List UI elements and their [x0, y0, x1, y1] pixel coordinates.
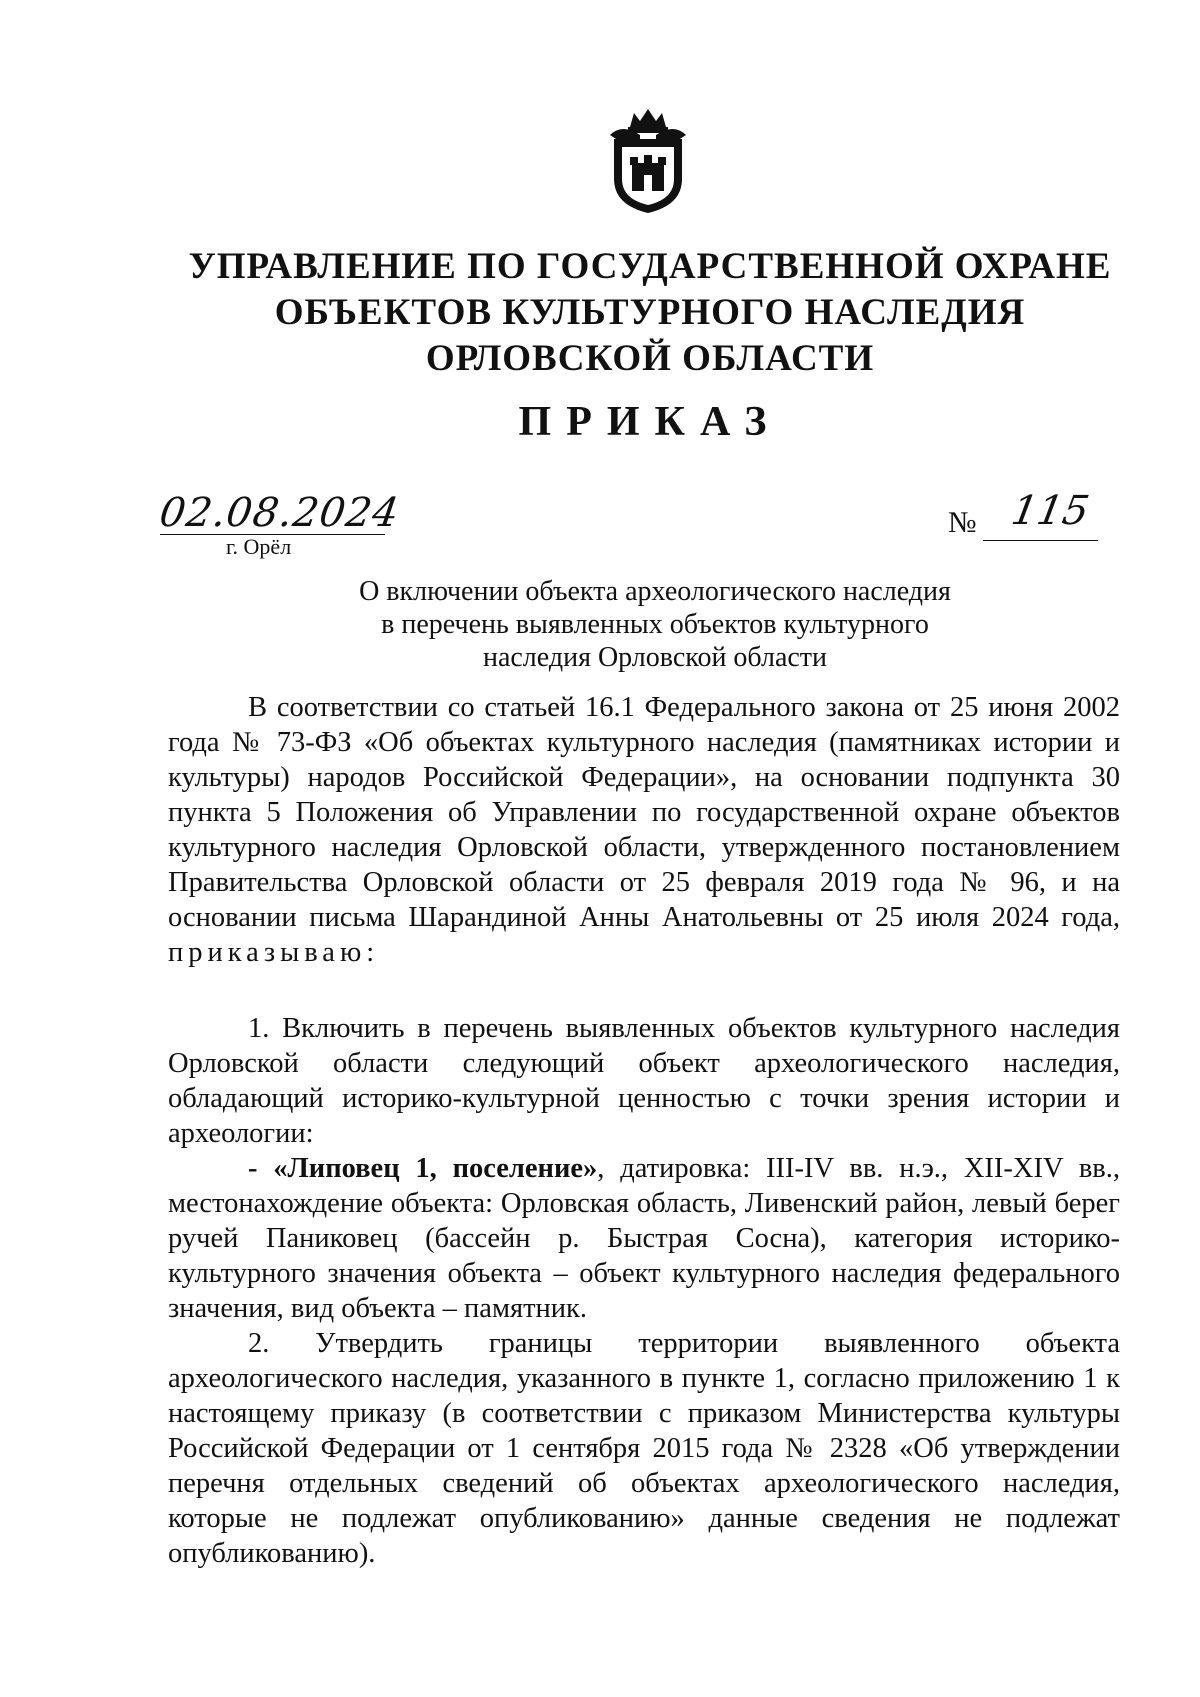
- order-title: ПРИКАЗ: [518, 399, 782, 445]
- order-number: 115: [1007, 488, 1093, 534]
- preamble-action: приказываю:: [168, 937, 380, 968]
- order-date: 02.08.2024: [156, 490, 403, 536]
- order-city: г. Орёл: [226, 534, 292, 559]
- order-subject: [290, 575, 1020, 674]
- org-line-3: ОРЛОВСКОЙ ОБЛАСТИ: [425, 338, 875, 379]
- org-line-2: ОБЪЕКТОВ КУЛЬТУРНОГО НАСЛЕДИЯ: [274, 292, 1026, 333]
- org-line-1: УПРАВЛЕНИЕ ПО ГОСУДАРСТВЕННОЙ ОХРАНЕ: [188, 246, 1112, 287]
- object-description: , датировка: III-IV вв. н.э., XII-XIV вв., местонахождение объекта: Орловская область, Ливенский район, левый берег ручей Паниковец (бассейн р. Быстрая Сосна), категория историко-культурного значения объекта – объект культурного наследия федерального значения, вид объекта – памятник.: [168, 1153, 1120, 1324]
- preamble-text: В соответствии со статьей 16.1 Федерального закона от 25 июня 2002 года № 73-ФЗ «Об объектах культурного наследия (памятниках истории и культуры) народов Российской Федерации», на основании подпункта 30 пункта 5 Положения об Управлении по государственной охране объектов культурного наследия Орловской области, утвержденного постановлением Правительства Орловской области от 25 февраля 2019 года № 96, и на основании письма Шарандиной Анны Анатольевны от 25 июля 2024 года,: [168, 692, 1120, 933]
- number-underline: [983, 540, 1098, 541]
- coat-of-arms-icon: [600, 105, 696, 217]
- subject-line-1: О включении объекта археологического наследия: [359, 576, 951, 607]
- object-name: - «Липовец 1, поселение»: [248, 1153, 598, 1184]
- organization-name: [160, 244, 1140, 382]
- item-1-paragraph: 1. Включить в перечень выявленных объектов культурного наследия Орловской области следующий объект археологического наследия, обладающий историко-культурной ценностью с точки зрения истории и археологии:: [168, 1013, 1120, 1149]
- subject-line-2: в перечень выявленных объектов культурного: [381, 609, 929, 640]
- subject-line-3: наследия Орловской области: [482, 642, 828, 673]
- number-label: №: [948, 506, 977, 539]
- preamble-paragraph: [168, 690, 1120, 970]
- item-1-object-paragraph: [168, 1151, 1120, 1326]
- item-2-paragraph: 2. Утвердить границы территории выявленного объекта археологического наследия, указанного в пункте 1, согласно приложению 1 к настоящему приказу (в соответствии с приказом Министерства культуры Российской Федерации от 1 сентября 2015 года № 2328 «Об утверждении перечня отдельных сведений об объектах археологического наследия, которые не подлежат опубликованию» данные сведения не подлежат опубликованию).: [168, 1328, 1120, 1569]
- order-body: [168, 690, 1120, 1571]
